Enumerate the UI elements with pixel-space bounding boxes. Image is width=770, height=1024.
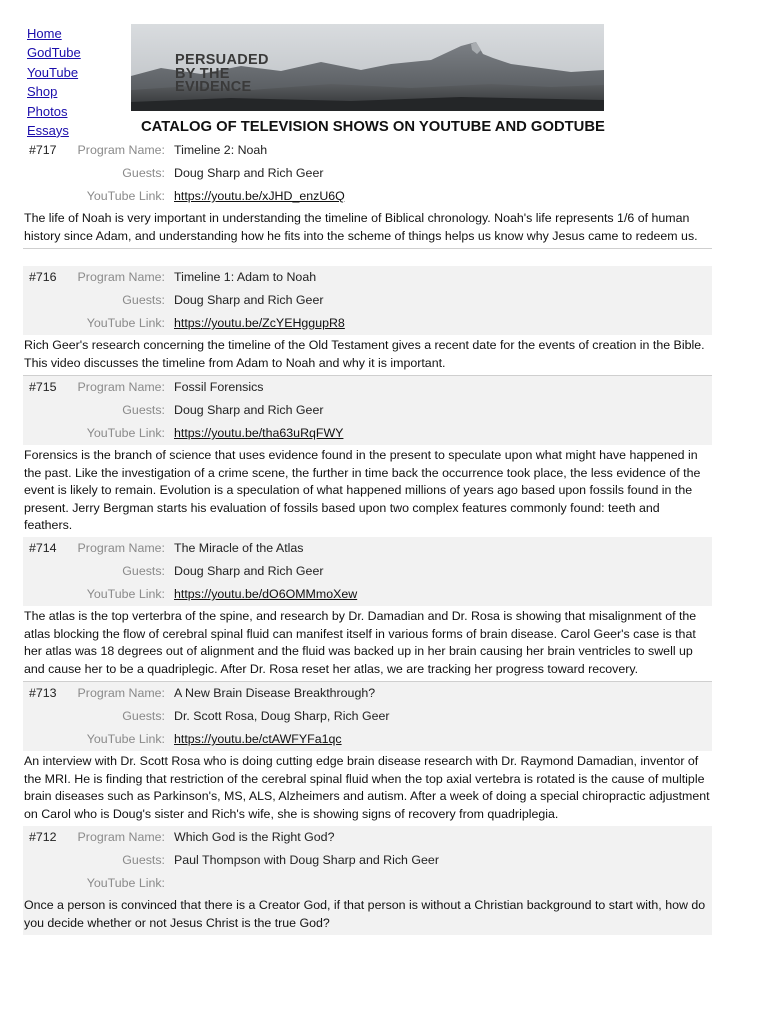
banner-logo-line-1: PERSUADED xyxy=(175,52,269,68)
catalog-entry xyxy=(23,266,712,376)
nav-godtube-link[interactable]: GodTube xyxy=(27,45,81,61)
program-name-value: Timeline 1: Adam to Noah xyxy=(174,270,317,284)
guests-label: Guests: xyxy=(122,166,165,180)
entry-meta xyxy=(23,826,712,895)
program-name-value: Which God is the Right God? xyxy=(174,830,335,844)
catalog-entry xyxy=(23,376,712,539)
entry-description: The life of Noah is very important in understanding the timeline of Biblical chronology. Noah's life represents 1/6 of human history since Adam, and understanding how he fits into the scheme of things helps us know why Jesus came to redeem us. xyxy=(23,208,712,249)
guests-value: Dr. Scott Rosa, Doug Sharp, Rich Geer xyxy=(174,709,390,723)
youtube-link-label: YouTube Link: xyxy=(86,587,165,601)
catalog-entry xyxy=(23,537,712,682)
entry-meta xyxy=(23,139,712,208)
youtube-link-label: YouTube Link: xyxy=(86,876,165,890)
entry-number: #717 xyxy=(29,143,57,157)
page-title: CATALOG OF TELEVISION SHOWS ON YOUTUBE AND GODTUBE xyxy=(141,119,605,135)
entry-number: #714 xyxy=(29,541,57,555)
program-name-label: Program Name: xyxy=(77,270,165,284)
entry-meta xyxy=(23,682,712,751)
nav-youtube-link[interactable]: YouTube xyxy=(27,64,79,80)
program-name-label: Program Name: xyxy=(77,143,165,157)
entry-meta xyxy=(23,376,712,445)
program-name-label: Program Name: xyxy=(77,686,165,700)
program-name-value: Timeline 2: Noah xyxy=(174,143,268,157)
guests-label: Guests: xyxy=(122,293,165,307)
youtube-link[interactable]: https://youtu.be/ZcYEHggupR8 xyxy=(174,316,345,330)
youtube-link-label: YouTube Link: xyxy=(86,732,165,746)
nav-shop-link[interactable]: Shop xyxy=(27,84,58,100)
catalog-entry xyxy=(23,682,712,827)
entry-description: Forensics is the branch of science that uses evidence found in the present to speculate upon what might have happened in the past. Like the investigation of a crime scene, the further in time back the occurrence took place, the less evidence of the event is likely to remain. Evolution is a speculation of what happened millions of years ago based upon fossils found in the present. Jerry Bergman starts his evaluation of fossils based upon two complex features commonly found: teeth and feathers. xyxy=(23,445,712,539)
youtube-link[interactable]: https://youtu.be/tha63uRqFWY xyxy=(174,426,344,440)
guests-label: Guests: xyxy=(122,853,165,867)
entry-meta xyxy=(23,266,712,335)
guests-label: Guests: xyxy=(122,564,165,578)
guests-value: Doug Sharp and Rich Geer xyxy=(174,166,324,180)
nav-photos-link[interactable]: Photos xyxy=(27,103,68,119)
entry-number: #716 xyxy=(29,270,57,284)
entry-description: Rich Geer's research concerning the timeline of the Old Testament gives a recent date for the events of creation in the Bible. This video discusses the timeline from Adam to Noah and why it is important. xyxy=(23,335,712,376)
guests-value: Doug Sharp and Rich Geer xyxy=(174,403,324,417)
guests-value: Doug Sharp and Rich Geer xyxy=(174,564,324,578)
entry-meta xyxy=(23,537,712,606)
entry-number: #713 xyxy=(29,686,57,700)
program-name-value: Fossil Forensics xyxy=(174,380,264,394)
youtube-link[interactable]: https://youtu.be/xJHD_enzU6Q xyxy=(174,189,345,203)
guests-value: Paul Thompson with Doug Sharp and Rich Geer xyxy=(174,853,439,867)
nav-essays-link[interactable]: Essays xyxy=(27,122,69,138)
entry-description: Once a person is convinced that there is a Creator God, if that person is without a Christian background to start with, how do you decide whether or not Jesus Christ is the true God? xyxy=(23,895,712,935)
banner-logo xyxy=(175,54,269,95)
guests-value: Doug Sharp and Rich Geer xyxy=(174,293,324,307)
guests-label: Guests: xyxy=(122,403,165,417)
guests-label: Guests: xyxy=(122,709,165,723)
site-banner xyxy=(131,24,604,111)
program-name-label: Program Name: xyxy=(77,380,165,394)
entry-number: #715 xyxy=(29,380,57,394)
program-name-label: Program Name: xyxy=(77,830,165,844)
catalog-entry xyxy=(23,826,712,935)
youtube-link[interactable]: https://youtu.be/dO6OMMmoXew xyxy=(174,587,358,601)
youtube-link-label: YouTube Link: xyxy=(86,189,165,203)
site-nav xyxy=(27,24,107,140)
youtube-link-label: YouTube Link: xyxy=(86,426,165,440)
program-name-value: A New Brain Disease Breakthrough? xyxy=(174,686,376,700)
nav-home-link[interactable]: Home xyxy=(27,26,62,41)
banner-logo-line-3: EVIDENCE xyxy=(175,79,252,95)
program-name-label: Program Name: xyxy=(77,541,165,555)
catalog-entry xyxy=(23,139,712,249)
banner-logo-line-2: BY THE xyxy=(175,65,230,82)
youtube-link[interactable]: https://youtu.be/ctAWFYFa1qc xyxy=(174,732,342,746)
program-name-value: The Miracle of the Atlas xyxy=(174,541,304,555)
entry-number: #712 xyxy=(29,830,57,844)
entry-description: The atlas is the top verterbra of the spine, and research by Dr. Damadian and Dr. Rosa is showing that misalignment of the atlas blocking the flow of cerebral spinal fluid can manifest itself in various forms of brain disease. Carol Geer's case is that her atlas was 18 degrees out of alignment and the fluid was backed up in her brain causing her brain ventricles to swell up and cause her to be a quadriplegic. After Dr. Rosa reset her atlas, we are tracking her progress toward recovery. xyxy=(23,606,712,682)
youtube-link-label: YouTube Link: xyxy=(86,316,165,330)
entry-description: An interview with Dr. Scott Rosa who is doing cutting edge brain disease research with Dr. Raymond Damadian, inventor of the MRI. He is finding that restriction of the cerebral spinal fluid when the top axial vertebra is rotated is the cause of multiple brain diseases such as Parkinson's, MS, ALS, Alzheimers and autism. After a week of doing a special chiropractic adjustment on Carol who is Doug's sister and Rich's wife, she is showing signs of recovery from quadriplegia. xyxy=(23,751,712,827)
